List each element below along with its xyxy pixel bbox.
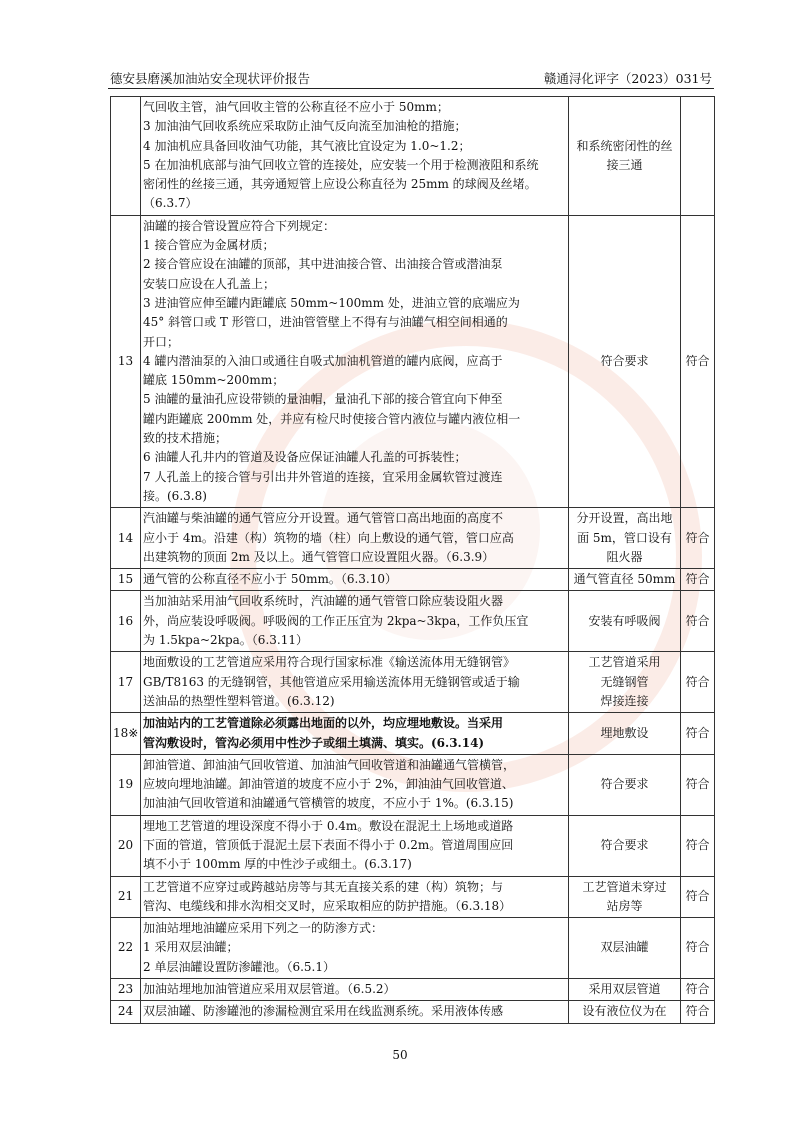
requirement-line: 下面的管道，管顶低于混泥土层下表面不得小于 0.2m。管道周围应回: [143, 837, 514, 852]
table-row: [111, 754, 715, 815]
result-cell: 符合: [681, 713, 715, 755]
actual-situation-line: 安装有呼吸阀: [588, 613, 661, 628]
result-cell: 符合: [681, 1001, 715, 1023]
table-row: [111, 215, 715, 507]
requirement-cell: [141, 569, 569, 591]
evaluation-table: [110, 96, 715, 1024]
actual-situation-line: 分开设置，高出地: [576, 511, 673, 526]
requirement-line: 外，尚应装设呼吸阀。呼吸阀的工作正压宜为 2kpa~3kpa，工作负压宜: [143, 613, 529, 628]
requirement-cell: [141, 215, 569, 507]
requirement-line: 为 1.5kpa~2kpa。（6.3.11）: [143, 633, 308, 648]
requirement-cell: [141, 652, 569, 713]
requirement-cell: [141, 713, 569, 755]
actual-situation-line: 符合要求: [600, 353, 649, 368]
requirement-line: GB/T8163 的无缝钢管，其他管道应采用输送流体用无缝钢管或适于输: [143, 674, 520, 689]
table-row: [111, 1001, 715, 1023]
requirement-line: 埋地工艺管道的埋设深度不得小于 0.4m。敷设在混泥土上场地或道路: [143, 818, 514, 833]
requirement-line: 45° 斜管口或 T 形管口，进油管管壁上不得有与油罐气相空间相通的: [143, 315, 508, 330]
requirement-cell: [141, 876, 569, 918]
item-number: 18※: [111, 713, 141, 755]
requirement-line: 出建筑物的顶面 2m 及以上。通气管管口应设置阻火器。（6.3.9）: [143, 549, 495, 564]
requirement-line: 双层油罐、防渗罐池的渗漏检测宜采用在线监测系统。采用液体传感: [143, 1004, 504, 1019]
actual-situation-cell: [569, 569, 681, 591]
page-header: [108, 66, 714, 89]
actual-situation-cell: [569, 713, 681, 755]
table-row: [111, 979, 715, 1001]
item-number: 22: [111, 918, 141, 979]
result-cell: 符合: [681, 508, 715, 569]
requirement-line: 应坡向埋地油罐。卸油管道的坡度不应小于 2%，卸油油气回收管道、: [143, 777, 514, 792]
table-row: [111, 508, 715, 569]
requirement-line: 油罐的接合管设置应符合下列规定：: [143, 218, 336, 233]
requirement-line: 4 罐内潜油泵的入油口或通往自吸式加油机管道的罐内底阀，应高于: [143, 353, 503, 368]
actual-situation-line: 埋地敷设: [600, 725, 649, 740]
table-row: [111, 713, 715, 755]
requirement-cell: [141, 591, 569, 652]
table-row: [111, 591, 715, 652]
evaluation-table-body: [111, 97, 715, 1024]
actual-situation-cell: [569, 918, 681, 979]
result-cell: 符合: [681, 569, 715, 591]
item-number: 13: [111, 215, 141, 507]
actual-situation-line: 和系统密闭性的丝: [576, 138, 673, 153]
actual-situation-line: 站房等: [606, 898, 643, 913]
item-number: 15: [111, 569, 141, 591]
requirement-line: 2 单层油罐设置防渗罐池。（6.5.1）: [143, 959, 335, 974]
actual-situation-cell: [569, 591, 681, 652]
item-number: 19: [111, 754, 141, 815]
requirement-line: 填不小于 100mm 厚的中性沙子或细土。(6.3.17): [143, 857, 412, 872]
report-number: 赣通浔化评字（2023）031号: [543, 71, 712, 86]
actual-situation-cell: [569, 979, 681, 1001]
requirement-line: 加油站内的工艺管道除必须露出地面的以外，均应埋地敷设。当采用: [143, 716, 504, 731]
requirement-line: 应小于 4m。沿建（构）筑物的墙（柱）向上敷设的通气管，管口应高: [143, 530, 514, 545]
requirement-line: 2 接合管应设在油罐的顶部，其中进油接合管、出油接合管或潜油泵: [143, 257, 503, 272]
requirement-line: 加油油气回收管道和油罐通气管横管的坡度，不应小于 1%。(6.3.15): [143, 796, 514, 811]
requirement-line: 开口；: [143, 334, 180, 349]
actual-situation-line: 工艺管道未穿过: [582, 879, 667, 894]
actual-situation-cell: [569, 754, 681, 815]
requirement-line: 罐内距罐底 200mm 处，并应有检尺时使接合管内液位与罐内液位相一: [143, 411, 521, 426]
item-number: 16: [111, 591, 141, 652]
actual-situation-cell: [569, 97, 681, 216]
actual-situation-line: 通气管直径 50mm: [573, 572, 676, 587]
actual-situation-line: 工艺管道采用: [588, 655, 661, 670]
requirement-line: （6.3.7）: [143, 196, 198, 211]
requirement-line: 5 油罐的量油孔应设带锁的量油帽，量油孔下部的接合管宜向下伸至: [143, 392, 503, 407]
table-row: [111, 918, 715, 979]
actual-situation-line: 接三通: [606, 157, 643, 172]
actual-situation-line: 焊接连接: [600, 693, 649, 708]
table-row: [111, 652, 715, 713]
table-row: [111, 876, 715, 918]
result-cell: 符合: [681, 652, 715, 713]
page-number: 50: [392, 1048, 408, 1062]
requirement-line: 6 油罐人孔井内的管道及设备应保证油罐人孔盖的可拆装性；: [143, 450, 467, 465]
actual-situation-cell: [569, 652, 681, 713]
item-number: [111, 97, 141, 216]
actual-situation-line: 符合要求: [600, 837, 649, 852]
requirement-line: 密闭性的丝接三通，其旁通短管上应设公称直径为 25mm 的球阀及丝堵。: [143, 177, 537, 192]
requirement-cell: [141, 979, 569, 1001]
actual-situation-cell: [569, 508, 681, 569]
requirement-line: 管沟敷设时，管沟必须用中性沙子或细土填满、填实。(6.3.14): [143, 735, 485, 750]
actual-situation-line: 设有液位仪为在: [582, 1004, 667, 1019]
result-cell: 符合: [681, 876, 715, 918]
result-cell: 符合: [681, 918, 715, 979]
actual-situation-line: 双层油罐: [600, 940, 649, 955]
table-row: [111, 97, 715, 216]
result-cell: 符合: [681, 979, 715, 1001]
requirement-cell: [141, 918, 569, 979]
actual-situation-cell: [569, 815, 681, 876]
requirement-line: 罐底 150mm~200mm；: [143, 373, 285, 388]
item-number: 23: [111, 979, 141, 1001]
requirement-line: 当加油站采用油气回收系统时，汽油罐的通气管管口除应装设阻火器: [143, 594, 504, 609]
item-number: 21: [111, 876, 141, 918]
requirement-line: 加油站埋地加油管道应采用双层管道。（6.5.2）: [143, 982, 396, 997]
actual-situation-line: 采用双层管道: [588, 982, 661, 997]
actual-situation-line: 阻火器: [606, 549, 643, 564]
table-row: [111, 815, 715, 876]
actual-situation-cell: [569, 215, 681, 507]
actual-situation-cell: [569, 1001, 681, 1023]
requirement-line: 1 接合管应为金属材质；: [143, 238, 275, 253]
requirement-line: 4 加油机应具备回收油气功能，其气液比宜设定为 1.0~1.2；: [143, 138, 471, 153]
result-cell: 符合: [681, 754, 715, 815]
requirement-line: 7 人孔盖上的接合管与引出井外管道的连接，宜采用金属软管过渡连: [143, 469, 503, 484]
requirement-line: 加油站埋地油罐应采用下列之一的防渗方式：: [143, 921, 384, 936]
requirement-line: 3 进油管应伸至罐内距罐底 50mm~100mm 处，进油立管的底端应为: [143, 295, 520, 310]
result-cell: 符合: [681, 815, 715, 876]
requirement-line: 5 在加油机底部与油气回收立管的连接处，应安装一个用于检测液阻和系统: [143, 157, 539, 172]
requirement-cell: [141, 97, 569, 216]
requirement-line: 通气管的公称直径不应小于 50mm。（6.3.10）: [143, 572, 398, 587]
result-cell: [681, 97, 715, 216]
requirement-line: 1 采用双层油罐；: [143, 940, 239, 955]
result-cell: 符合: [681, 215, 715, 507]
requirement-cell: [141, 815, 569, 876]
actual-situation-line: 面 5m，管口设有: [577, 530, 672, 545]
actual-situation-line: 符合要求: [600, 777, 649, 792]
requirement-line: 气回收主管，油气回收主管的公称直径不应小于 50mm；: [143, 100, 449, 114]
table-row: [111, 569, 715, 591]
actual-situation-cell: [569, 876, 681, 918]
item-number: 17: [111, 652, 141, 713]
requirement-line: 安装口应设在人孔盖上；: [143, 276, 276, 291]
actual-situation-line: 无缝钢管: [600, 674, 649, 689]
report-title: 德安县磨溪加油站安全现状评价报告: [110, 71, 311, 86]
requirement-line: 3 加油油气回收系统应采取防止油气反向流至加油枪的措施；: [143, 119, 467, 134]
requirement-line: 致的技术措施；: [143, 431, 228, 446]
requirement-line: 接。(6.3.8): [143, 488, 207, 503]
item-number: 24: [111, 1001, 141, 1023]
requirement-line: 汽油罐与柴油罐的通气管应分开设置。通气管管口高出地面的高度不: [143, 511, 504, 526]
requirement-cell: [141, 754, 569, 815]
item-number: 20: [111, 815, 141, 876]
requirement-cell: [141, 508, 569, 569]
requirement-line: 工艺管道不应穿过或跨越站房等与其无直接关系的建（构）筑物；与: [143, 879, 504, 894]
item-number: 14: [111, 508, 141, 569]
requirement-line: 管沟、电缆线和排水沟相交叉时，应采取相应的防护措施。（6.3.18）: [143, 898, 512, 913]
requirement-line: 送油品的热塑性塑料管道。(6.3.12): [143, 693, 335, 708]
requirement-line: 地面敷设的工艺管道应采用符合现行国家标准《输送流体用无缝钢管》: [143, 655, 516, 670]
requirement-line: 卸油管道、卸油油气回收管道、加油油气回收管道和油罐通气管横管，: [143, 757, 516, 772]
requirement-cell: [141, 1001, 569, 1023]
result-cell: 符合: [681, 591, 715, 652]
